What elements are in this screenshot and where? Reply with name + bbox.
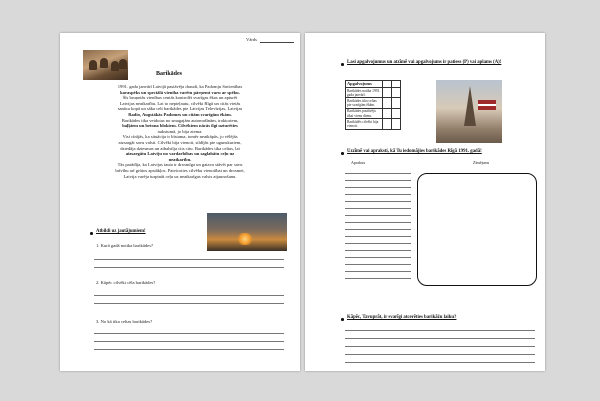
answer-line[interactable] <box>345 201 411 202</box>
story-line: aizsargātu Latviju no vardarbības un saglabātu ceļu uz <box>125 151 235 157</box>
answer-line[interactable] <box>94 341 284 342</box>
name-label: Vārds <box>246 37 257 42</box>
story-line: karaspēks un speciālā vienība varētu pārņemt varu ar spēku. <box>120 89 240 95</box>
question-2: 2. Kāpēc cilvēki cēla barikādes? <box>96 280 156 285</box>
answer-line[interactable] <box>94 303 284 304</box>
table-cell: Barikādes pastāvēja tikai vienu dienu. <box>346 108 383 118</box>
barricade-fire-image <box>207 213 287 251</box>
answer-line[interactable] <box>345 354 535 355</box>
answer-line[interactable] <box>345 346 535 347</box>
story-line: neatkarību. <box>168 156 192 162</box>
story-line: Tās parādīja, ka Latvijas tauta ir drosmīga un gatava stāvēt par savu <box>117 162 243 168</box>
table-cell: Barikādes tika celtas pie svarīgām ēkām. <box>346 98 383 108</box>
answer-line[interactable] <box>345 236 411 237</box>
true-false-table <box>345 80 401 130</box>
drawing-box[interactable] <box>417 173 537 286</box>
task-2-heading: Uzzīmē vai apraksti, kā Tu iedomājies barikādes Rīgā 1991. gadā! <box>347 149 482 154</box>
bullet-icon <box>341 63 344 66</box>
answer-line[interactable] <box>345 180 411 181</box>
task-1-heading: Lasi apgalvojumus un atzīmē vai apgalvojums ir patiess (P) vai aplams (A)! <box>347 60 502 65</box>
answer-line[interactable] <box>94 267 284 268</box>
answer-line[interactable] <box>345 229 411 230</box>
story-line: sanāca kopā un sāka celt barikādes pie Latvijas Televīzijas, Latvijas <box>117 106 243 112</box>
story-line: baļķiem un betona blokiem. Cilvēkiem nācās ilgi uzturēties <box>122 123 238 129</box>
story-line: dziedāja dziesmas un atbalstīja cits citu. Barikādes tika celtas, lai <box>120 145 240 151</box>
bullet-icon <box>341 152 344 155</box>
answer-line[interactable] <box>345 243 411 244</box>
answer-line[interactable] <box>94 259 284 260</box>
barricade-people-image <box>83 50 128 80</box>
answer-cell[interactable] <box>392 98 401 108</box>
story-line: Barikādes tika veidotas no smagajām automašīnām, traktoriem, <box>121 117 239 123</box>
story-line: aukstumā, jo bija ziema. <box>157 128 203 134</box>
answer-cell[interactable] <box>383 119 392 129</box>
name-field-line[interactable] <box>260 42 294 43</box>
answer-cell[interactable] <box>383 108 392 118</box>
answer-cell[interactable] <box>383 88 392 98</box>
column-label-description: Apraksts <box>351 160 366 165</box>
answer-line[interactable] <box>94 295 284 296</box>
table-cell: Barikādes notika 1991. gada janvārī. <box>346 88 383 98</box>
answer-line[interactable] <box>345 208 411 209</box>
answer-cell[interactable] <box>392 108 401 118</box>
table-cell: Barikādēs cilvēki bija vienoti. <box>346 119 383 129</box>
answer-line[interactable] <box>94 333 284 334</box>
answer-line[interactable] <box>345 215 411 216</box>
worksheet-page-2 <box>305 33 545 371</box>
column-label-drawing: Zīmējums <box>473 160 490 165</box>
question-1: 1. Kurā gadā notika barikādes? <box>96 243 154 248</box>
answer-line[interactable] <box>345 250 411 251</box>
story-line: aizsargāt savu valsti. Cilvēki bija vienoti, sildījās pie ugunskuriem, <box>118 139 242 145</box>
story-line: brīvību arī grūtos apstākļos. Pateicoties cilvēku vienotībai un drosmei, <box>115 167 245 173</box>
answer-line[interactable] <box>345 264 411 265</box>
answer-line[interactable] <box>345 194 411 195</box>
worksheet-page-1 <box>60 33 300 371</box>
question-3: 3. No kā tika celtas barikādes? <box>96 319 153 324</box>
story-line: Latvijas neatkarību. Lai to nepieļautu, cilvēki Rīgā un citās vietās <box>119 100 241 106</box>
answer-line[interactable] <box>345 187 411 188</box>
bullet-icon <box>341 318 344 321</box>
answer-line[interactable] <box>345 330 535 331</box>
table-header: Apgalvojums <box>346 81 383 88</box>
answer-cell[interactable] <box>383 98 392 108</box>
page-title: Barikādes <box>156 71 183 77</box>
story-line: Radio, Augstākās Padomes un citām svarīgām ēkām. <box>128 111 232 117</box>
story-line: Šīs bruņotās vienības centās kontrolēt svarīgas ēkas un apturēt <box>122 95 238 101</box>
task-3-heading: Kāpēc, Tavuprāt, ir svarīgi atcerēties barikāžu laiku? <box>347 315 457 320</box>
answer-line[interactable] <box>345 222 411 223</box>
answer-line[interactable] <box>345 362 535 363</box>
answer-line[interactable] <box>345 338 535 339</box>
story-line: Visi cīnījās, ka situācija ir bīstama, tomēr neatkāpās, jo vēlējās <box>122 134 238 140</box>
answer-line[interactable] <box>94 349 284 350</box>
answer-line[interactable] <box>345 271 411 272</box>
answer-line[interactable] <box>345 173 411 174</box>
answer-line[interactable] <box>345 278 411 279</box>
answer-line[interactable] <box>345 257 411 258</box>
eiffel-tower-flag-image <box>436 80 502 143</box>
questions-heading: Atbildi uz jautājumiem! <box>96 229 146 234</box>
story-line: 1991. gada janvārī Latvijā pastāvēja draudi, ka Padomju Savienības <box>117 84 243 89</box>
story-line: Latvija varēja turpināt ceļu uz neatkarīgas valsts atjaunošanu. <box>123 173 237 179</box>
story-text <box>82 84 278 179</box>
bullet-icon <box>90 232 93 235</box>
answer-cell[interactable] <box>392 119 401 129</box>
answer-cell[interactable] <box>392 88 401 98</box>
